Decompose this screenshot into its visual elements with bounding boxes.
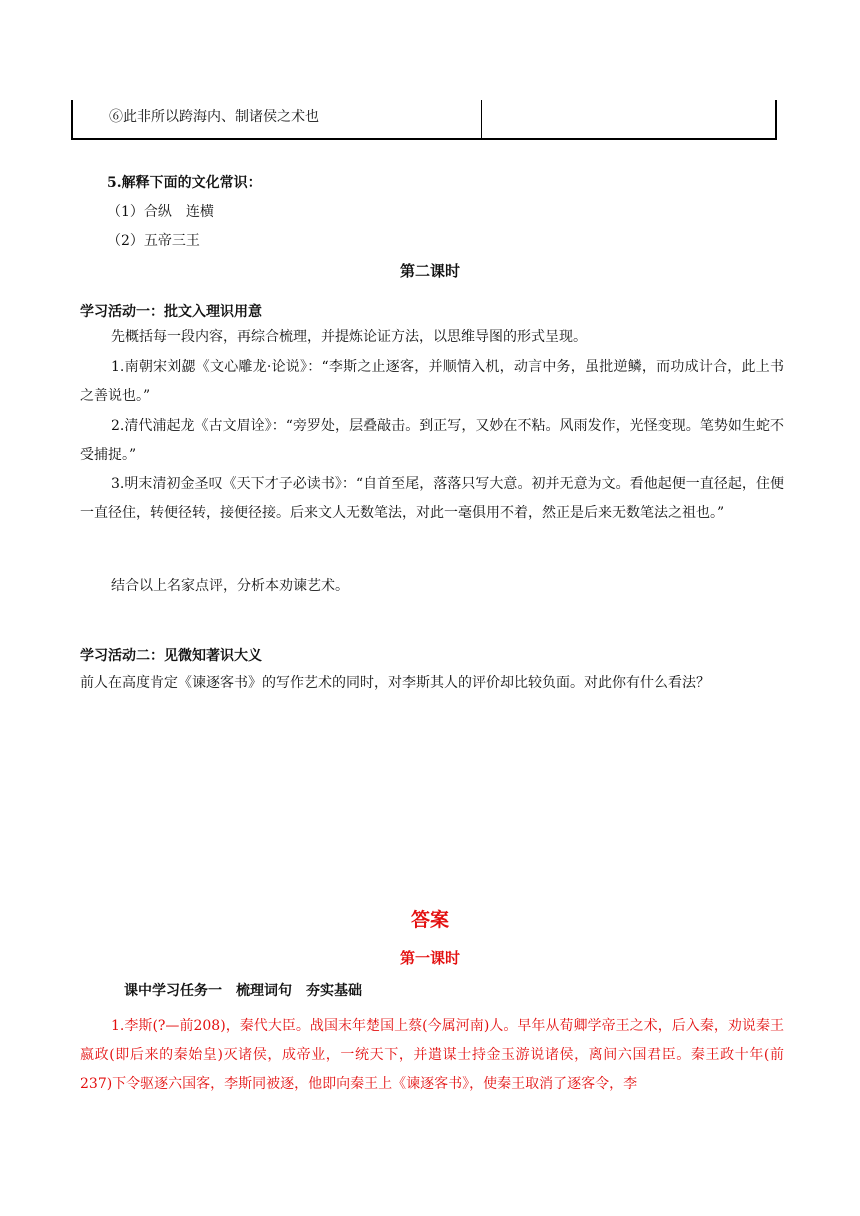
lesson-2-heading: 第二课时 xyxy=(399,262,460,280)
activity-1-task: 结合以上名家点评，分析本劝谏艺术。 xyxy=(111,578,349,594)
quote-3: 3.明末清初金圣叹《天下才子必读书》：“自首至尾，落落只写大意。初并无意为文。看他起便一直径起，住便一直径住，转便径转，接便径接。后来文人无数笔法，对此一毫俱用不着，然正是后来无数笔法之祖也。” xyxy=(80,476,784,521)
activity-1-title: 学习活动一：批文入理识用意 xyxy=(80,304,262,320)
answers-heading: 答案 xyxy=(410,909,449,931)
table-fragment xyxy=(71,100,777,140)
table-cell-right xyxy=(482,100,775,138)
table-cell-left: ⑥此非所以跨海内、制诸侯之术也 xyxy=(73,100,482,138)
answer-1: 1.李斯(?—前208)，秦代大臣。战国末年楚国上蔡(今属河南)人。早年从荀卿学帝王之术，后入秦，劝说秦王嬴政(即后来的秦始皇)灭诸侯，成帝业，一统天下，并遣谋士持金玉游说诸侯，离间六国君臣。秦王政十年(前237)下令驱逐六国客，李斯同被逐，他即向秦王上《谏逐客书》，使秦王取消了逐客令，李 xyxy=(80,1018,784,1092)
activity-2-question: 前人在高度肯定《谏逐客书》的写作艺术的同时，对李斯其人的评价却比较负面。对此你有什么看法？ xyxy=(80,675,710,691)
question-5-title: 5.解释下面的文化常识： xyxy=(107,175,262,191)
answers-lesson-1-heading: 第一课时 xyxy=(399,949,460,967)
quote-2: 2.清代浦起龙《古文眉诠》：“旁罗处，层叠敲击。到正写，又妙在不粘。风雨发作，光怪变现。笔势如生蛇不受捕捉。” xyxy=(80,418,784,463)
activity-2-title: 学习活动二：见微知著识大义 xyxy=(80,648,262,664)
answers-task-1-title: 课中学习任务一 梳理词句 夯实基础 xyxy=(124,983,362,999)
activity-1-intro: 先概括每一段内容，再综合梳理，并提炼论证方法，以思维导图的形式呈现。 xyxy=(111,329,587,345)
quote-1: 1.南朝宋刘勰《文心雕龙·论说》：“李斯之止逐客，并顺情入机，动言中务，虽批逆鳞，而功成计合，此上书之善说也。” xyxy=(80,359,784,404)
question-5-item-2: （2）五帝三王 xyxy=(107,233,200,249)
question-5-item-1: （1）合纵 连横 xyxy=(107,204,214,220)
